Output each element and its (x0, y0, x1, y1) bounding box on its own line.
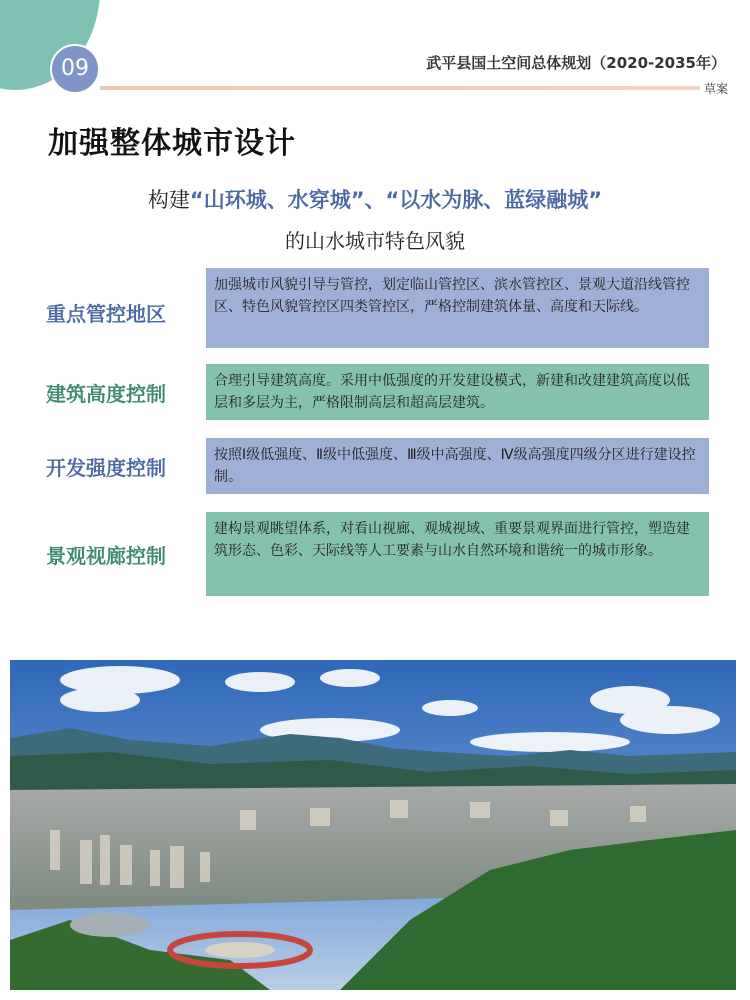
slogan-highlight-2: “以水为脉、蓝绿融城” (385, 188, 603, 212)
control-label: 开发强度控制 (46, 455, 166, 480)
control-label: 建筑高度控制 (46, 381, 166, 406)
slogan-prefix: 构建 (147, 188, 190, 212)
control-description: 按照Ⅰ级低强度、Ⅱ级中低强度、Ⅲ级中高强度、Ⅳ级高强度四级分区进行建设控制。 (206, 438, 709, 494)
control-description: 合理引导建筑高度。采用中低强度的开发建设模式，新建和改建建筑高度以低层和多层为主，严格限制高层和超高层建筑。 (206, 364, 709, 420)
draft-label: 草案 (703, 82, 728, 96)
control-description: 建构景观眺望体系，对看山视廊、观城视域、重要景观界面进行管控，塑造建筑形态、色彩、天际线等人工要素与山水自然环境和谐统一的城市形象。 (206, 512, 709, 596)
city-aerial-photo (10, 660, 736, 990)
slogan-separator: 、 (364, 188, 386, 212)
section-title: 加强整体城市设计 (48, 126, 296, 161)
slogan-highlight-1: “山环城、水穿城” (189, 188, 365, 212)
page-number-badge: 09 (50, 44, 100, 94)
control-description: 加强城市风貌引导与管控，划定临山管控区、滨水管控区、景观大道沿线管控区、特色风貌管控区四类管控区，严格控制建筑体量、高度和天际线。 (206, 268, 709, 348)
control-label: 景观视廊控制 (46, 543, 166, 568)
slogan-line-1 (0, 184, 750, 214)
header-divider (100, 86, 700, 90)
control-label: 重点管控地区 (46, 301, 166, 326)
slogan-line-2: 的山水城市特色风貌 (285, 229, 465, 253)
document-title: 武平县国土空间总体规划（2020-2035年） (426, 54, 726, 72)
